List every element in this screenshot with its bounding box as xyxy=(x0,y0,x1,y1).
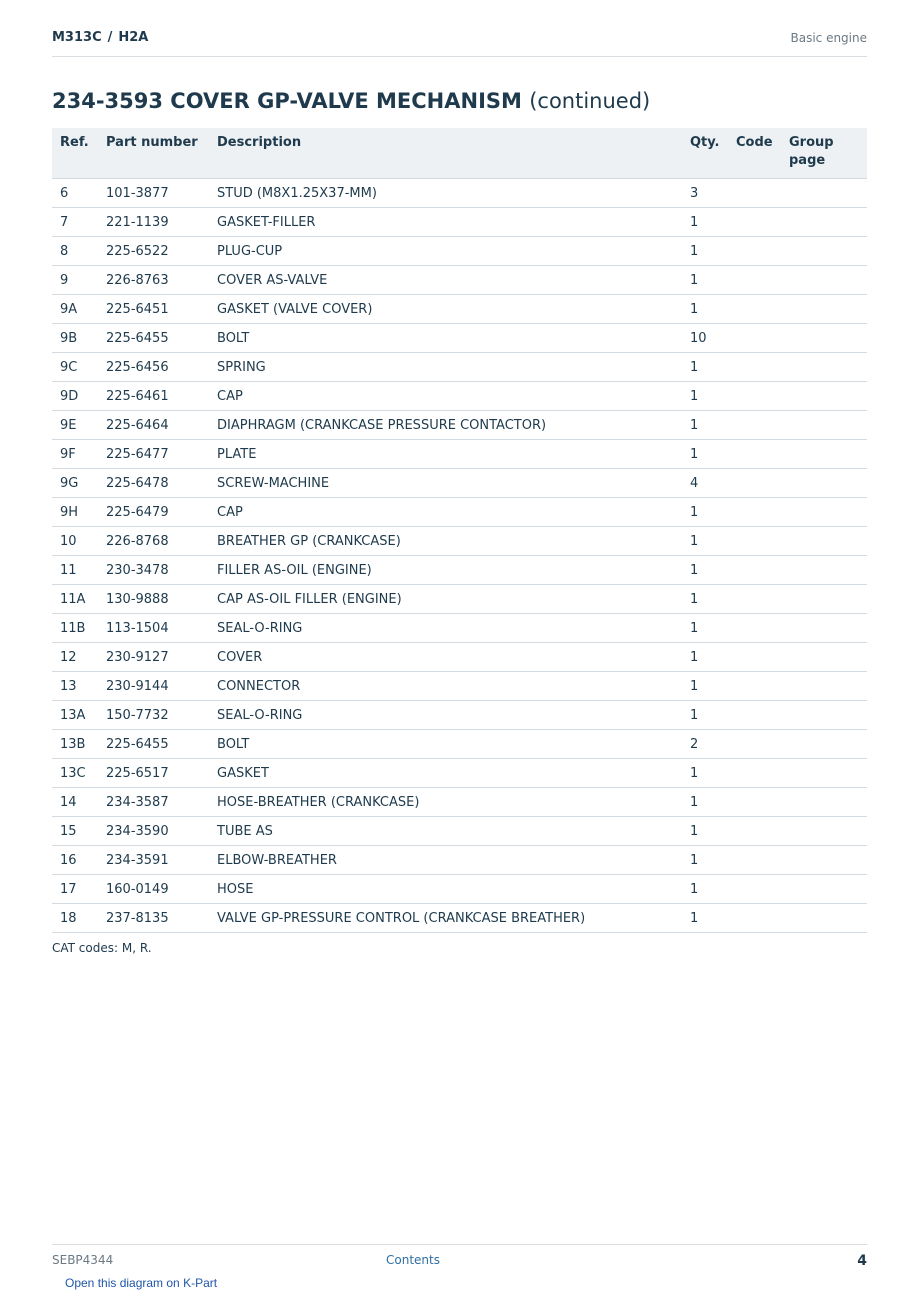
cell-part-number: 113-1504 xyxy=(98,614,209,643)
cell-description: BOLT xyxy=(209,324,682,353)
cell-group-page xyxy=(781,788,867,817)
cell-description: BREATHER GP (CRANKCASE) xyxy=(209,527,682,556)
cell-code xyxy=(728,237,781,266)
cell-part-number: 230-9127 xyxy=(98,643,209,672)
table-row xyxy=(52,875,867,904)
cell-ref: 14 xyxy=(52,788,98,817)
cell-group-page xyxy=(781,672,867,701)
cell-group-page xyxy=(781,208,867,237)
cell-code xyxy=(728,788,781,817)
cell-qty: 1 xyxy=(682,411,728,440)
table-row xyxy=(52,382,867,411)
cell-description: VALVE GP-PRESSURE CONTROL (CRANKCASE BREATHER) xyxy=(209,904,682,933)
cell-ref: 9A xyxy=(52,295,98,324)
cell-group-page xyxy=(781,266,867,295)
cell-qty: 1 xyxy=(682,237,728,266)
cell-part-number: 234-3590 xyxy=(98,817,209,846)
cell-qty: 1 xyxy=(682,759,728,788)
cell-qty: 1 xyxy=(682,672,728,701)
cell-code xyxy=(728,469,781,498)
col-part-number: Part number xyxy=(98,128,209,179)
cell-part-number: 225-6479 xyxy=(98,498,209,527)
cell-ref: 11 xyxy=(52,556,98,585)
document-number: SEBP4344 xyxy=(52,1253,114,1267)
cell-part-number: 225-6455 xyxy=(98,324,209,353)
cell-group-page xyxy=(781,324,867,353)
cell-description: CONNECTOR xyxy=(209,672,682,701)
cell-ref: 11A xyxy=(52,585,98,614)
parts-table-body xyxy=(52,179,867,933)
table-row xyxy=(52,904,867,933)
cell-group-page xyxy=(781,295,867,324)
cell-qty: 1 xyxy=(682,788,728,817)
table-row xyxy=(52,266,867,295)
cell-group-page xyxy=(781,498,867,527)
table-row xyxy=(52,469,867,498)
cell-qty: 1 xyxy=(682,556,728,585)
cell-group-page xyxy=(781,643,867,672)
cell-ref: 9D xyxy=(52,382,98,411)
cell-ref: 8 xyxy=(52,237,98,266)
cell-qty: 1 xyxy=(682,266,728,295)
cell-part-number: 237-8135 xyxy=(98,904,209,933)
cell-ref: 18 xyxy=(52,904,98,933)
cell-part-number: 150-7732 xyxy=(98,701,209,730)
table-row xyxy=(52,672,867,701)
cell-code xyxy=(728,353,781,382)
cell-group-page xyxy=(781,353,867,382)
cell-group-page xyxy=(781,701,867,730)
cell-qty: 1 xyxy=(682,498,728,527)
cell-ref: 16 xyxy=(52,846,98,875)
model-label xyxy=(52,30,148,45)
cell-description: HOSE xyxy=(209,875,682,904)
cell-code xyxy=(728,585,781,614)
parts-table-header xyxy=(52,128,867,179)
table-row xyxy=(52,498,867,527)
cell-code xyxy=(728,556,781,585)
open-diagram-link[interactable]: Open this diagram on K-Part xyxy=(65,1276,218,1290)
cell-group-page xyxy=(781,614,867,643)
table-row xyxy=(52,759,867,788)
cell-qty: 1 xyxy=(682,701,728,730)
title-main: 234-3593 COVER GP-VALVE MECHANISM xyxy=(52,89,522,113)
cell-ref: 9C xyxy=(52,353,98,382)
cell-code xyxy=(728,730,781,759)
table-row xyxy=(52,643,867,672)
cell-qty: 1 xyxy=(682,585,728,614)
cell-part-number: 225-6478 xyxy=(98,469,209,498)
cell-group-page xyxy=(781,237,867,266)
cell-code xyxy=(728,295,781,324)
table-row xyxy=(52,324,867,353)
cell-group-page xyxy=(781,846,867,875)
cell-code xyxy=(728,701,781,730)
cell-qty: 1 xyxy=(682,614,728,643)
cell-ref: 13 xyxy=(52,672,98,701)
table-row xyxy=(52,295,867,324)
cell-ref: 7 xyxy=(52,208,98,237)
table-row xyxy=(52,556,867,585)
cell-code xyxy=(728,904,781,933)
table-row xyxy=(52,817,867,846)
table-row xyxy=(52,585,867,614)
cell-ref: 11B xyxy=(52,614,98,643)
page-title xyxy=(52,89,650,113)
cell-code xyxy=(728,527,781,556)
model-separator: / xyxy=(107,30,113,45)
cell-description: BOLT xyxy=(209,730,682,759)
cell-qty: 1 xyxy=(682,904,728,933)
cell-description: COVER xyxy=(209,643,682,672)
cell-code xyxy=(728,411,781,440)
table-row xyxy=(52,208,867,237)
cell-ref: 13B xyxy=(52,730,98,759)
col-qty: Qty. xyxy=(682,128,728,179)
page-number: 4 xyxy=(857,1253,867,1269)
cell-code xyxy=(728,440,781,469)
table-row xyxy=(52,788,867,817)
cell-description: PLATE xyxy=(209,440,682,469)
cell-qty: 1 xyxy=(682,527,728,556)
page-footer xyxy=(52,1244,867,1269)
cell-group-page xyxy=(781,382,867,411)
cell-part-number: 234-3587 xyxy=(98,788,209,817)
header-row xyxy=(52,128,867,179)
cell-part-number: 230-3478 xyxy=(98,556,209,585)
cell-code xyxy=(728,759,781,788)
table-row xyxy=(52,353,867,382)
cell-ref: 15 xyxy=(52,817,98,846)
cell-ref: 10 xyxy=(52,527,98,556)
cell-part-number: 225-6464 xyxy=(98,411,209,440)
cell-group-page xyxy=(781,440,867,469)
cell-qty: 1 xyxy=(682,382,728,411)
cell-qty: 1 xyxy=(682,643,728,672)
table-row xyxy=(52,237,867,266)
cell-code xyxy=(728,382,781,411)
cell-part-number: 230-9144 xyxy=(98,672,209,701)
cell-ref: 9F xyxy=(52,440,98,469)
cell-description: COVER AS-VALVE xyxy=(209,266,682,295)
cell-group-page xyxy=(781,904,867,933)
cell-code xyxy=(728,875,781,904)
table-row xyxy=(52,440,867,469)
cell-code xyxy=(728,672,781,701)
cell-qty: 1 xyxy=(682,208,728,237)
page-header xyxy=(52,28,867,57)
section-name: Basic engine xyxy=(790,31,867,45)
cell-description: SEAL-O-RING xyxy=(209,614,682,643)
cell-code xyxy=(728,817,781,846)
cell-description: GASKET xyxy=(209,759,682,788)
table-row xyxy=(52,730,867,759)
cell-description: DIAPHRAGM (CRANKCASE PRESSURE CONTACTOR) xyxy=(209,411,682,440)
cell-description: GASKET-FILLER xyxy=(209,208,682,237)
model-name: M313C xyxy=(52,30,102,45)
cell-code xyxy=(728,208,781,237)
table-row xyxy=(52,614,867,643)
cell-qty: 1 xyxy=(682,353,728,382)
cell-part-number: 225-6517 xyxy=(98,759,209,788)
cell-code xyxy=(728,266,781,295)
cell-qty: 1 xyxy=(682,440,728,469)
cell-ref: 13C xyxy=(52,759,98,788)
parts-table xyxy=(52,128,867,933)
table-row xyxy=(52,701,867,730)
cell-part-number: 221-1139 xyxy=(98,208,209,237)
cell-description: PLUG-CUP xyxy=(209,237,682,266)
cell-part-number: 225-6477 xyxy=(98,440,209,469)
cell-description: CAP xyxy=(209,498,682,527)
cell-group-page xyxy=(781,875,867,904)
cat-codes-note: CAT codes: M, R. xyxy=(52,941,152,955)
cell-qty: 1 xyxy=(682,846,728,875)
cell-group-page xyxy=(781,817,867,846)
cell-code xyxy=(728,846,781,875)
cell-part-number: 225-6451 xyxy=(98,295,209,324)
cell-qty: 1 xyxy=(682,875,728,904)
cell-description: ELBOW-BREATHER xyxy=(209,846,682,875)
table-row xyxy=(52,846,867,875)
table-row xyxy=(52,179,867,208)
cell-group-page xyxy=(781,527,867,556)
cell-ref: 9G xyxy=(52,469,98,498)
cell-ref: 9 xyxy=(52,266,98,295)
cell-part-number: 226-8763 xyxy=(98,266,209,295)
cell-code xyxy=(728,498,781,527)
cell-ref: 17 xyxy=(52,875,98,904)
cell-ref: 9B xyxy=(52,324,98,353)
cell-code xyxy=(728,614,781,643)
cell-part-number: 160-0149 xyxy=(98,875,209,904)
cell-description: FILLER AS-OIL (ENGINE) xyxy=(209,556,682,585)
cell-qty: 4 xyxy=(682,469,728,498)
cell-part-number: 225-6522 xyxy=(98,237,209,266)
cell-description: HOSE-BREATHER (CRANKCASE) xyxy=(209,788,682,817)
cell-description: SCREW-MACHINE xyxy=(209,469,682,498)
cell-description: STUD (M8X1.25X37-MM) xyxy=(209,179,682,208)
cell-ref: 6 xyxy=(52,179,98,208)
cell-description: TUBE AS xyxy=(209,817,682,846)
cell-ref: 12 xyxy=(52,643,98,672)
cell-ref: 13A xyxy=(52,701,98,730)
cell-part-number: 130-9888 xyxy=(98,585,209,614)
cell-qty: 3 xyxy=(682,179,728,208)
cell-group-page xyxy=(781,469,867,498)
cell-description: SPRING xyxy=(209,353,682,382)
cell-part-number: 234-3591 xyxy=(98,846,209,875)
cell-qty: 10 xyxy=(682,324,728,353)
cell-qty: 1 xyxy=(682,295,728,324)
cell-description: GASKET (VALVE COVER) xyxy=(209,295,682,324)
contents-link[interactable]: Contents xyxy=(386,1253,440,1267)
cell-group-page xyxy=(781,730,867,759)
cell-code xyxy=(728,643,781,672)
col-group-page: Group page xyxy=(781,128,867,179)
cell-ref: 9E xyxy=(52,411,98,440)
cell-group-page xyxy=(781,759,867,788)
cell-group-page xyxy=(781,411,867,440)
cell-description: CAP xyxy=(209,382,682,411)
col-code: Code xyxy=(728,128,781,179)
cell-group-page xyxy=(781,556,867,585)
cell-ref: 9H xyxy=(52,498,98,527)
cell-group-page xyxy=(781,585,867,614)
cell-part-number: 225-6461 xyxy=(98,382,209,411)
cell-description: SEAL-O-RING xyxy=(209,701,682,730)
cell-group-page xyxy=(781,179,867,208)
serial-prefix: H2A xyxy=(118,30,149,45)
col-description: Description xyxy=(209,128,682,179)
col-ref: Ref. xyxy=(52,128,98,179)
table-row xyxy=(52,527,867,556)
cell-part-number: 225-6456 xyxy=(98,353,209,382)
table-row xyxy=(52,411,867,440)
cell-description: CAP AS-OIL FILLER (ENGINE) xyxy=(209,585,682,614)
cell-part-number: 225-6455 xyxy=(98,730,209,759)
title-suffix: (continued) xyxy=(529,89,651,113)
cell-qty: 1 xyxy=(682,817,728,846)
cell-qty: 2 xyxy=(682,730,728,759)
cell-code xyxy=(728,179,781,208)
cell-part-number: 226-8768 xyxy=(98,527,209,556)
cell-code xyxy=(728,324,781,353)
cell-part-number: 101-3877 xyxy=(98,179,209,208)
